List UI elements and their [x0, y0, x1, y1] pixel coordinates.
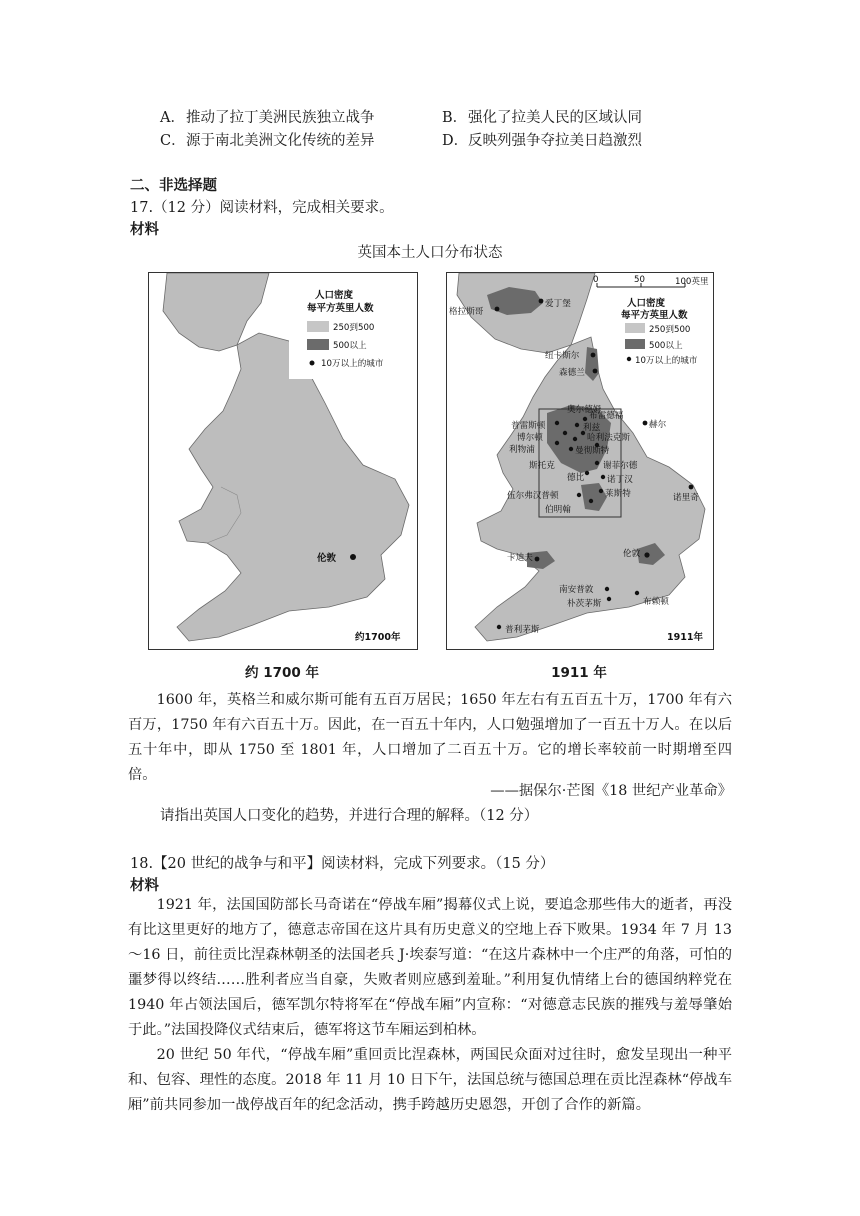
option-text: 反映列强争夺拉美日趋激烈 — [468, 133, 642, 149]
city-label: 谢菲尔德 — [603, 461, 638, 471]
city-label: 德比 — [567, 473, 585, 483]
map-1700-caption: 约 1700 年 — [245, 665, 319, 681]
legend-c: 10万以上的城市 — [635, 356, 698, 366]
city-label: 爱丁堡 — [545, 299, 571, 309]
city-label: 布雷德福 — [589, 411, 624, 421]
city-label: 普利茅斯 — [505, 625, 540, 635]
city-label: 布赖顿 — [643, 597, 669, 607]
city-label: 赫尔 — [649, 420, 667, 430]
legend-title-1: 人口密度 — [315, 290, 354, 301]
scale-0: 0 — [593, 275, 599, 285]
option-text: 源于南北美洲文化传统的差异 — [186, 133, 375, 149]
legend-title-2: 每平方英里人数 — [307, 303, 374, 314]
city-label: 曼彻斯特 — [575, 446, 610, 456]
legend-a: 250到500 — [333, 323, 375, 333]
city-label: 伍尔弗汉普顿 — [507, 491, 559, 501]
option-b — [442, 106, 642, 127]
city-label: 格拉斯哥 — [449, 307, 484, 317]
city-label: 南安普敦 — [559, 585, 594, 595]
option-text: 强化了拉美人民的区域认同 — [468, 110, 642, 126]
q17-stem: 17.（12 分）阅读材料，完成相关要求。 — [130, 200, 394, 216]
option-text: 推动了拉丁美洲民族独立战争 — [186, 110, 375, 126]
city-london: 伦敦 — [317, 553, 337, 564]
map-1911-caption: 1911 年 — [551, 665, 607, 681]
legend-title-2: 每平方英里人数 — [621, 310, 688, 321]
q17-paragraph: 1600 年，英格兰和威尔斯可能有五百万居民；1650 年左右有五百五十万，1700 年有六百万，1750 年有六百五十万。因此，在一百五十年内，人口勉强增加了一百五十万人。在以后五十年中，即从 1750 至 1801 年，人口增加了二百五十万。它的增长率较前一时期增至四倍。 — [128, 692, 732, 783]
legend-b: 500以上 — [649, 341, 683, 351]
q17-request: 请指出英国人口变化的趋势，并进行合理的解释。（12 分） — [160, 808, 539, 824]
city-label: 诺丁汉 — [607, 475, 633, 485]
option-a — [160, 106, 375, 127]
city-label: 莱斯特 — [605, 489, 631, 499]
inner-caption: 约1700年 — [355, 632, 401, 643]
option-key: B． — [442, 110, 468, 126]
option-key: D． — [442, 133, 469, 149]
map-1700-graphic — [149, 273, 417, 649]
city-label: 普雷斯顿 — [511, 421, 546, 431]
inner-caption: 1911年 — [667, 632, 703, 643]
option-key: A． — [160, 110, 185, 126]
option-key: C． — [160, 133, 186, 149]
legend-title-1: 人口密度 — [627, 298, 666, 309]
city-label: 伯明翰 — [545, 505, 571, 515]
map-1700 — [148, 272, 418, 650]
city-label: 伦敦 — [623, 549, 641, 559]
city-label: 利兹 — [583, 423, 601, 433]
city-label: 利物浦 — [509, 445, 535, 455]
option-d — [442, 129, 642, 150]
scale-100: 100英里 — [675, 277, 709, 287]
q17-material-label: 材料 — [130, 222, 159, 238]
city-label: 森德兰 — [559, 368, 585, 378]
legend-b: 500以上 — [333, 341, 367, 351]
legend-c: 10万以上的城市 — [321, 359, 384, 369]
q18-material-label: 材料 — [130, 878, 159, 894]
q18-para2: 20 世纪 50 年代，“停战车厢”重回贡比涅森林，两国民众面对过往时，愈发呈现出一种平和、包容、理性的态度。2018 年 11 月 10 日下午，法国总统与德国总理在贡比涅森林“停战车厢”前共同参加一战停战百年的纪念活动，携手跨越历史恩怨，开创了合作的新篇。 — [128, 1047, 732, 1113]
map-title: 英国本土人口分布状态 — [357, 245, 503, 261]
option-c — [160, 129, 375, 150]
city-label: 朴茨茅斯 — [567, 599, 602, 609]
city-label: 纽卡斯尔 — [545, 351, 580, 361]
city-label: 斯托克 — [529, 461, 555, 471]
legend-a: 250到500 — [649, 325, 691, 335]
city-label: 诺里奇 — [673, 493, 699, 503]
scale-50: 50 — [634, 275, 645, 285]
q18-stem: 18.【20 世纪的战争与和平】阅读材料，完成下列要求。（15 分） — [130, 856, 555, 872]
map-1911 — [446, 272, 714, 650]
section-heading: 二、非选择题 — [130, 178, 217, 194]
city-label: 哈利法克斯 — [587, 433, 630, 443]
city-label: 卡迪夫 — [507, 553, 533, 563]
city-label: 博尔顿 — [517, 433, 543, 443]
q17-source: ——据保尔·芒图《18 世纪产业革命》 — [490, 783, 732, 799]
q18-para1: 1921 年，法国国防部长马奇诺在“停战车厢”揭幕仪式上说，要追念那些伟大的逝者，再没有比这里更好的地方了，德意志帝国在这片具有历史意义的空地上吞下败果。1934 年 7 月 13～16 日，前往贡比涅森林朝圣的法国老兵 J·埃泰写道：“在这片森林中一个庄严的角落，可怕的噩梦得以终结……胜利者应当自豪，失败者则应感到羞耻。”利用复仇情绪上台的德国纳粹党在 1940 年占领法国后，德军凯尔特将军在“停战车厢”内宣称：“对德意志民族的摧残与羞辱肇始于此。”法国投降仪式结束后，德军将这节车厢运到柏林。 — [128, 897, 732, 1038]
city-label: 奥尔德姆 — [567, 405, 602, 415]
